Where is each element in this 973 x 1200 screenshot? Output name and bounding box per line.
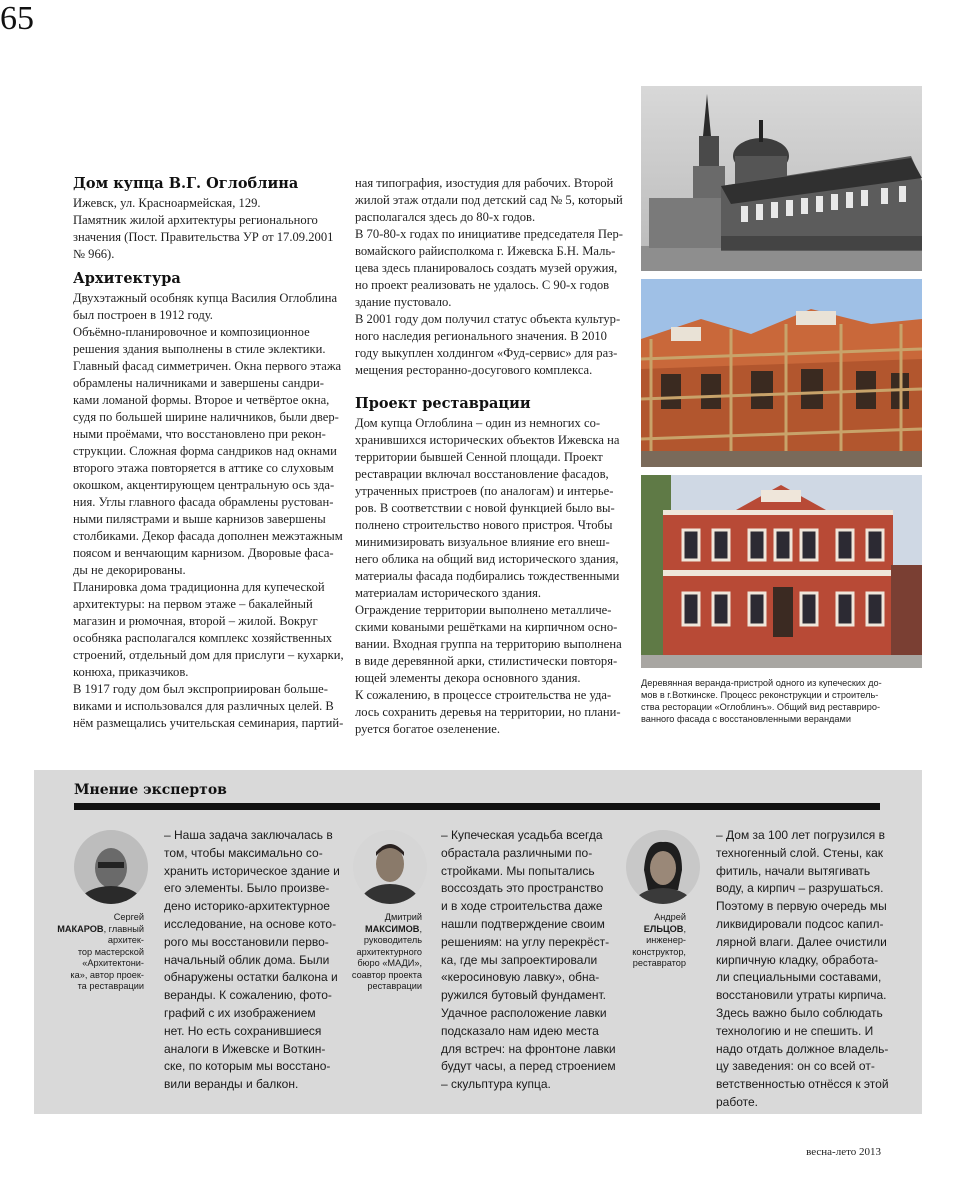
text-line: нём размещались учительская семинария, партий- (73, 716, 344, 730)
quote-line: обрастала различными по- (441, 845, 593, 860)
text-line: К сожалению, в процессе строительства не уда- (355, 688, 612, 702)
text-line: ния. Углы главного фасада обрамлены рустован- (73, 495, 334, 509)
quote-line: его элементы. Было произве- (164, 881, 330, 896)
text-line: строений, отдельный дом для прислуги – кухарки, (73, 648, 344, 662)
quote-line: воссоздать это пространство (441, 881, 604, 896)
text-line: материалы фасада подбирались тождественными (355, 569, 620, 583)
expert-last-name: ЕЛЬЦОВ (643, 923, 684, 934)
quote-line: нашли подтверждение своим (441, 916, 605, 931)
quote-line: дено историко-архитектурное (164, 899, 330, 914)
text-line: Дом купца Оглоблина – один из немногих со- (355, 416, 601, 430)
text-line: но проект реализовать не удалось. С 90-х годов (355, 278, 610, 292)
text-line: ная типография, изостудия для рабочих. Второй (355, 176, 614, 190)
restored-facade-photo (641, 475, 922, 668)
text-line: скими коваными решётками на кирпичном осно- (355, 620, 618, 634)
text-line: Ижевск, ул. Красноармейская, 129. (73, 196, 261, 210)
quote-line: технологию и не спешить. И (716, 1023, 874, 1038)
issue-footer: весна-лето 2013 (806, 1146, 881, 1158)
quote-line: ка, где мы запроектировали (441, 952, 598, 967)
expert-last-name: МАКСИМОВ (364, 923, 420, 934)
quote-line: техногенный слой. Стены, как (716, 845, 884, 860)
experts-title: Мнение экспертов (74, 782, 227, 798)
article-title: Дом купца В.Г. Оглоблина (73, 175, 299, 192)
text-line: цева здесь планировалось создать музей оружия, (355, 261, 618, 275)
text-line: струкции. Сложная форма сандриков над окнами (73, 444, 337, 458)
experts-section (34, 770, 922, 1114)
text-line: в виде деревянной арки, стилистически повторя- (355, 654, 618, 668)
text-line: утраченных пристроев (по аналогам) и интерье- (355, 484, 614, 498)
quote-line: том, чтобы максимально со- (164, 845, 323, 860)
quote-line: Поэтому в первую очередь мы (716, 899, 887, 914)
text-line: ного наследия регионального значения. В 2010 (355, 329, 607, 343)
expert-role-line: , главный архитек- (103, 923, 144, 945)
quote-line: аналоги в Ижевске и Воткин- (164, 1041, 326, 1056)
text-line: реставрации включал восстановление фасадов, (355, 467, 609, 481)
text-line: вании. Входная группа на территорию выполнена (355, 637, 622, 651)
text-line: был построен в 1912 году. (73, 308, 213, 322)
text-line: В 1917 году дом был экспроприирован больше- (73, 682, 328, 696)
text-line: поясом и венчающим карнизом. Дворовые фаса- (73, 546, 334, 560)
quote-line: работе. (716, 1094, 758, 1109)
text-line: территории бывшей Сенной площади. Проект (355, 450, 603, 464)
experts-divider (74, 803, 880, 810)
text-line: магазин и рюмочная, второй – жилой. Вокруг (73, 614, 318, 628)
text-line: ров. В соответствии с новой функцией было вы- (355, 501, 615, 515)
text-line: Ограждение территории выполнено металличе- (355, 603, 612, 617)
restoration-heading: Проект реставрации (355, 395, 531, 412)
quote-line: ликвидировали подсос капил- (716, 916, 884, 931)
expert-role-line: ка», автор проек- (70, 969, 144, 980)
expert-first-name: Дмитрий (384, 912, 422, 922)
text-line: него облика на общий вид исторического здания, (355, 552, 619, 566)
text-line: мещения ресторанно-досугового комплекса. (355, 363, 593, 377)
text-line: Объёмно-планировочное и композиционное (73, 325, 310, 339)
text-line: руется богатое озеленение. (355, 722, 500, 736)
expert-role-line: конструктор, (632, 946, 686, 957)
quote-line: веранды. К сожалению, фото- (164, 988, 332, 1003)
photo-caption (641, 677, 926, 725)
quote-line: «керосиновую лавку», обна- (441, 970, 600, 985)
quote-line: лярной влаги. Далее очистили (716, 934, 887, 949)
text-line: виками и использовался для различных целей. В (73, 699, 334, 713)
text-line: окошком, акцентирующем центральную ось зда- (73, 478, 335, 492)
quote-line: вили веранды и балкон. (164, 1077, 299, 1092)
quote-line: Удачное расположение лавки (441, 1005, 607, 1020)
quote-line: ли специальными составами, (716, 970, 882, 985)
quote-line: цу заведения: он со всей от- (716, 1059, 875, 1074)
quote-line: ветственностью отнёсся к этой (716, 1077, 889, 1092)
text-line: значения (Пост. Правительства УР от 17.09.2001 (73, 230, 334, 244)
avatar (353, 830, 427, 904)
construction-photo (641, 279, 922, 467)
quote-line: воду, а кирпич – разрушаться. (716, 881, 884, 896)
text-line: здание пустовало. (355, 295, 452, 309)
expert-role-line: бюро «МАДИ», (357, 958, 422, 968)
quote-line: и в ходе строительства даже (441, 899, 603, 914)
text-line: ющей элементы декора основного здания. (355, 671, 581, 685)
quote-line: рого мы восстановили перво- (164, 934, 329, 949)
architecture-heading: Архитектура (73, 270, 181, 287)
quote-line: исследование, на основе кото- (164, 916, 337, 931)
expert-role-line: инженер- (646, 935, 686, 945)
text-line: архитектуры: на первом этаже – бакалейный (73, 597, 313, 611)
text-line: № 966). (73, 247, 115, 261)
quote-line: восстановили утраты кирпича. (716, 988, 887, 1003)
quote-line: стройками. Мы попытались (441, 863, 595, 878)
quote-line: ружился бутовый фундамент. (441, 988, 607, 1003)
text-line: обрамлены наличниками и завершены сандри- (73, 376, 324, 390)
historical-photo (641, 86, 922, 271)
expert-first-name: Андрей (654, 912, 686, 922)
text-line: Планировка дома традиционна для купеческой (73, 580, 325, 594)
text-line: году выкуплен холдингом «Фуд-сервис» для раз- (355, 346, 618, 360)
address-block (73, 195, 345, 263)
text-line: В 2001 году дом получил статус объекта культур- (355, 312, 621, 326)
expert-role-line: соавтор проекта (351, 969, 422, 980)
caption-line: мов в г.Воткинске. Процесс реконструкции и строитель- (641, 690, 879, 700)
caption-line: Деревянная веранда-пристрой одного из купеческих до- (641, 678, 882, 688)
expert-quote (441, 827, 621, 1094)
avatar (626, 830, 700, 904)
quote-line: решениям: на углу перекрёст- (441, 934, 610, 949)
expert-byline (612, 912, 686, 970)
quote-line: нет. Но есть сохранившиеся (164, 1023, 322, 1038)
expert-quote (716, 827, 901, 1112)
quote-line: надо отдать должное владель- (716, 1041, 889, 1056)
expert-last-name: МАКАРОВ (57, 923, 104, 934)
quote-line: фитиль, начали вытягивать (716, 863, 871, 878)
expert-role-line: тор мастерской (77, 946, 144, 957)
text-line: ными пилястрами и выше карнизов завершены (73, 512, 326, 526)
text-line: решения здания выполнены в стиле эклектики. (73, 342, 326, 356)
text-line: вомайского райисполкома г. Ижевска Б.Н. Маль- (355, 244, 616, 258)
text-line: второго этажа повторяется в аттике со слуховым (73, 461, 334, 475)
text-line: Двухэтажный особняк купца Василия Оглоблина (73, 291, 338, 305)
expert-role-line: «Архитектони- (82, 958, 144, 968)
restoration-text (355, 415, 625, 738)
expert-role-line: , (419, 923, 422, 934)
avatar (74, 830, 148, 904)
quote-line: обнаружены остатки балкона и (164, 970, 338, 985)
expert-role-line: реставратор (632, 958, 686, 968)
text-line: жилой этаж отдали под детский сад № 5, который (355, 193, 623, 207)
expert-role-line: архитектурного (356, 946, 422, 957)
text-line: ды не декорированы. (73, 563, 186, 577)
quote-line: – Купеческая усадьба всегда (441, 828, 603, 842)
quote-line: кирпичную кладку, обработа- (716, 952, 879, 967)
article-column-2 (355, 175, 625, 738)
expert-first-name: Сергей (113, 912, 144, 922)
quote-line: хранить историческое здание и (164, 863, 340, 878)
quote-line: будут часы, а перед строением (441, 1059, 616, 1074)
text-line: судя по большей ширине наличников, были двер- (73, 410, 339, 424)
quote-line: для встреч: на фронтоне лавки (441, 1041, 616, 1056)
text-line: Памятник жилой архитектуры регионального (73, 213, 318, 227)
text-line: ками ломаной формы. Второе и четвёртое окна, (73, 393, 330, 407)
history-text (355, 175, 625, 379)
expert-role-line: руководитель (363, 935, 422, 945)
text-line: минимизировать визуальное влияние его внеш- (355, 535, 610, 549)
quote-line: – Дом за 100 лет погрузился в (716, 828, 886, 842)
caption-line: ванного фасада с восстановленными верандами (641, 714, 851, 724)
expert-byline (54, 912, 144, 993)
caption-line: ства ресторации «Оглоблинъ». Общий вид реставриро- (641, 702, 881, 712)
architecture-text (73, 290, 345, 732)
text-line: конюха, приказчиков. (73, 665, 189, 679)
expert-role-line: реставрации (367, 981, 422, 991)
text-line: материалам исторического здания. (355, 586, 542, 600)
article-column-1 (73, 175, 345, 732)
text-line: хранившихся исторических объектов Ижевска на (355, 433, 620, 447)
quote-line: начальный облик дома. Были (164, 952, 330, 967)
quote-line: ске, по которым мы восстано- (164, 1059, 331, 1074)
quote-line: – Наша задача заключалась в (164, 828, 333, 842)
quote-line: – скульптура купца. (441, 1077, 551, 1092)
text-line: Главный фасад симметричен. Окна первого этажа (73, 359, 342, 373)
expert-quote (164, 827, 344, 1094)
page-number: 65 (0, 0, 34, 37)
text-line: лось сохранить деревья на территории, но плани- (355, 705, 621, 719)
text-line: особняка располагался комплекс хозяйственных (73, 631, 333, 645)
text-line: В 70-80-х годах по инициативе председателя Пер- (355, 227, 623, 241)
text-line: полнено строительство нового пристроя. Чтобы (355, 518, 613, 532)
text-line: располагался здесь до 80-х годов. (355, 210, 536, 224)
expert-role-line: та реставрации (77, 981, 144, 991)
expert-byline (330, 912, 422, 993)
quote-line: подсказало нам идею места (441, 1023, 599, 1038)
quote-line: графий с их изображением (164, 1005, 316, 1020)
text-line: ными проёмами, что восстановлено при рекон- (73, 427, 326, 441)
expert-role-line: , (683, 923, 686, 934)
text-line: столбиками. Декор фасада дополнен межэтажным (73, 529, 343, 543)
quote-line: Здесь важно было соблюдать (716, 1005, 883, 1020)
